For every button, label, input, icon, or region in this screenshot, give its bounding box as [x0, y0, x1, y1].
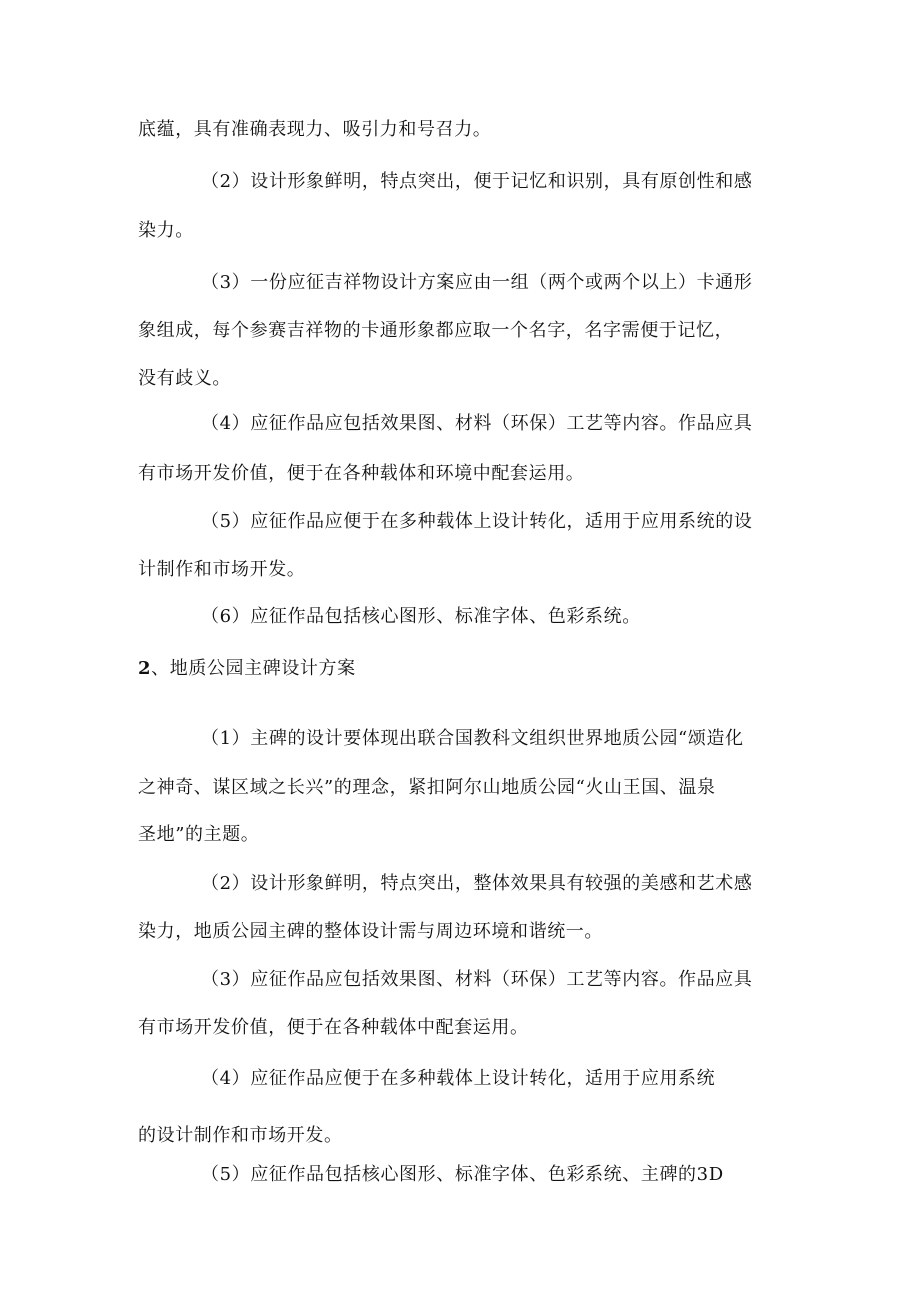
paragraph-line: （5）应征作品包括核心图形、标准字体、色彩系统、主碑的3D — [201, 1164, 724, 1185]
paragraph-line: 底蕴，具有准确表现力、吸引力和号召力。 — [138, 119, 492, 140]
paragraph-line: 没有歧义。 — [138, 368, 231, 389]
paragraph-line: （2）设计形象鲜明，特点突出，整体效果具有较强的美感和艺术感 — [201, 873, 753, 894]
paragraph-line: （3）一份应征吉祥物设计方案应由一组（两个或两个以上）卡通形 — [201, 272, 753, 293]
paragraph-line: 染力。 — [138, 220, 194, 241]
paragraph-line: 有市场开发价值，便于在各种载体和环境中配套运用。 — [138, 463, 585, 484]
paragraph-line: （1）主碑的设计要体现出联合国教科文组织世界地质公园“颂造化 — [201, 728, 744, 749]
paragraph-line: （4）应征作品应便于在多种载体上设计转化，适用于应用系统 — [201, 1068, 716, 1089]
paragraph-line: 计制作和市场开发。 — [138, 559, 306, 580]
paragraph-line: （5）应征作品应便于在多种载体上设计转化，适用于应用系统的设 — [201, 511, 753, 532]
paragraph-line: （4）应征作品应包括效果图、材料（环保）工艺等内容。作品应具 — [201, 413, 753, 434]
paragraph-line: 圣地”的主题。 — [138, 824, 260, 845]
paragraph-line: （6）应征作品包括核心图形、标准字体、色彩系统。 — [201, 606, 641, 627]
paragraph-line: 染力，地质公园主碑的整体设计需与周边环境和谐统一。 — [138, 921, 603, 942]
section-heading — [138, 657, 356, 681]
paragraph-line: 象组成，每个参赛吉祥物的卡通形象都应取一个名字，名字需便于记忆， — [138, 320, 734, 341]
paragraph-line: （2）设计形象鲜明，特点突出，便于记忆和识别，具有原创性和感 — [201, 171, 753, 192]
section-number: 2 — [138, 658, 152, 679]
paragraph-line: 有市场开发价值，便于在各种载体中配套运用。 — [138, 1017, 529, 1038]
paragraph-line: 的设计制作和市场开发。 — [138, 1125, 343, 1146]
paragraph-line: （3）应征作品应包括效果图、材料（环保）工艺等内容。作品应具 — [201, 969, 753, 990]
paragraph-line: 之神奇、谋区域之长兴”的理念，紧扣阿尔山地质公园“火山王国、温泉 — [138, 777, 716, 798]
section-title: 、地质公园主碑设计方案 — [151, 658, 356, 679]
